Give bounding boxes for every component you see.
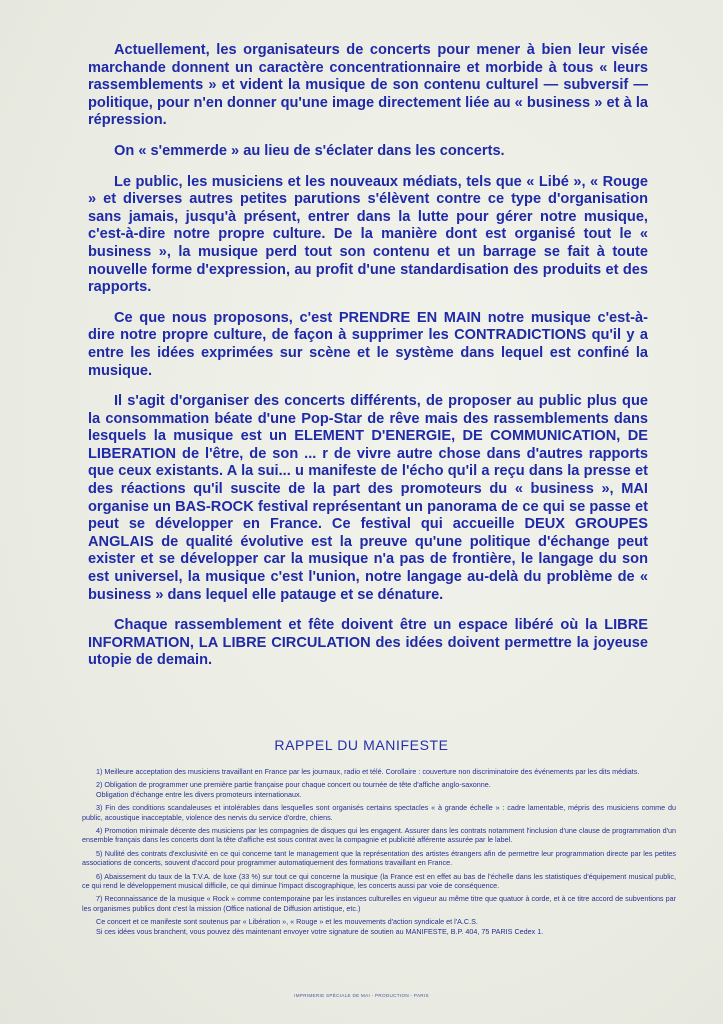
rappel-item: 7) Reconnaissance de la musique « Rock » comme contemporaine par les instances culturelles en vigueur au même titre que quatuor à corde, et à ce titre accord de subventions par les organismes publics dont c'est la mission (Office national de Diffusion artistique, etc.): [82, 894, 676, 913]
printer-imprint: IMPRIMERIE SPÉCIALE DE MAI - PRODUCTION - PARIS: [294, 993, 429, 998]
rappel-item: Si ces idées vous branchent, vous pouvez dès maintenant envoyer votre signature de soutien au MANIFESTE, B.P. 404, 75 PARIS Cedex 1.: [96, 926, 544, 936]
rappel-list: [82, 767, 676, 940]
paragraph-6: Chaque rassemblement et fête doivent être un espace libéré où la LIBRE INFORMATION, LA LIBRE CIRCULATION des idées doivent permettre la joyeuse utopie de demain.: [88, 617, 648, 669]
rappel-item: 4) Promotion minimale décente des musiciens par les compagnies de disques qui les engagent. Assurer dans les contrats notamment l'inclusion d'une clause de programmation d'un ensemble français dans les concerts dont la tête d'affiche est sous contrat avec la compagnie et publicité afférente assurée par le label.: [82, 826, 676, 845]
rappel-title: RAPPEL DU MANIFESTE: [274, 737, 449, 753]
paragraph-4: Ce que nous proposons, c'est PRENDRE EN MAIN notre musique c'est-à-dire notre propre culture, de façon à supprimer les CONTRADICTIONS qu'il y a entre les idées exprimées sur scène et le système dans lequel est confiné la musique.: [88, 309, 648, 379]
rappel-item: 1) Meilleure acceptation des musiciens travaillant en France par les journaux, radio et télé. Corollaire : couverture non discriminatoire des événements par les dits médiats.: [96, 767, 640, 776]
rappel-item: 5) Nullité des contrats d'exclusivité en ce qui concerne tant le management que la représentation des artistes étrangers afin de permettre leur programmation directe par les petites associations de concerts, souvent d'accord pour programmer automatiquement des formations travaillant en France.: [82, 848, 676, 868]
main-text: [88, 42, 648, 683]
rappel-item: 3) Fin des conditions scandaleuses et intolérables dans lesquelles sont organisés certains spectacles « à grande échelle » : cadre lamentable, mépris des musiciens comme du public, acoustique inacceptable, violence des nervis du service d'ordre, chiens.: [82, 803, 676, 822]
paragraph-2: On « s'emmerde » au lieu de s'éclater dans les concerts.: [114, 142, 505, 159]
rappel-item: 2) Obligation de programmer une première partie française pour chaque concert ou tournée de tête d'affiche anglo-saxonne.: [96, 780, 491, 790]
rappel-item: 6) Abaissement du taux de la T.V.A. de luxe (33 %) sur tout ce qui concerne la musique (la France est en effet au bas de l'échelle dans les statistiques d'équipement musical public, ce qui rend le développement musical difficile, ce qui diminue l'impact discographique, les concerts aussi par voie de conséquence.: [82, 871, 676, 891]
paragraph-3: Le public, les musiciens et les nouveaux médiats, tels que « Libé », « Rouge » et diverses autres petites parutions s'élèvent contre ce type d'organisation sans jamais, jusqu'à présent, entrer dans la lutte pour gérer notre musique, c'est-à-dire notre propre culture. De la manière dont est organisé tout le « business », la musique perd tout son contenu et un barrage se fait à toute nouvelle forme d'expression, au profit d'une standardisation des produits et des rapports.: [88, 173, 648, 296]
rappel-item: Ce concert et ce manifeste sont soutenus par « Libération », « Rouge » et les mouvements d'action syndicale et l'A.C.S.: [96, 917, 478, 927]
paragraph-1: Actuellement, les organisateurs de concerts pour mener à bien leur visée marchande donnent un caractère concentrationnaire et morbide à tous « leurs rassemblements » et vident la musique de son contenu culturel — subversif — politique, pour n'en donner qu'une image directement liée au « business » et à la répression.: [88, 42, 648, 129]
rappel-item: Obligation d'échange entre les divers promoteurs internationaux.: [96, 789, 302, 799]
paragraph-5: Il s'agit d'organiser des concerts différents, de proposer au public plus que la consommation béate d'une Pop-Star de rêve mais des rassemblements dans lesquels la musique est un ELEMENT D'ENERGIE, DE COMMUNICATION, DE LIBERATION de l'être, de son ... r de vivre autre chose dans d'autres rapports que ceux existants. A la sui... u manifeste de l'écho qu'il a reçu dans la presse et des réactions qu'il suscite de la part des promoteurs du « business », MAI organise un BAS-ROCK festival représentant un panorama de ce qui se passe et peut se développer en France. Ce festival qui accueille DEUX GROUPES ANGLAIS de qualité évolutive est la preuve qu'une politique d'échange peut exister et se développer car la musique n'a pas de frontière, le langage du son est universel, la musique c'est l'union, notre langage au-delà du problème de « business » dans lequel elle patauge et se dénature.: [88, 393, 648, 603]
